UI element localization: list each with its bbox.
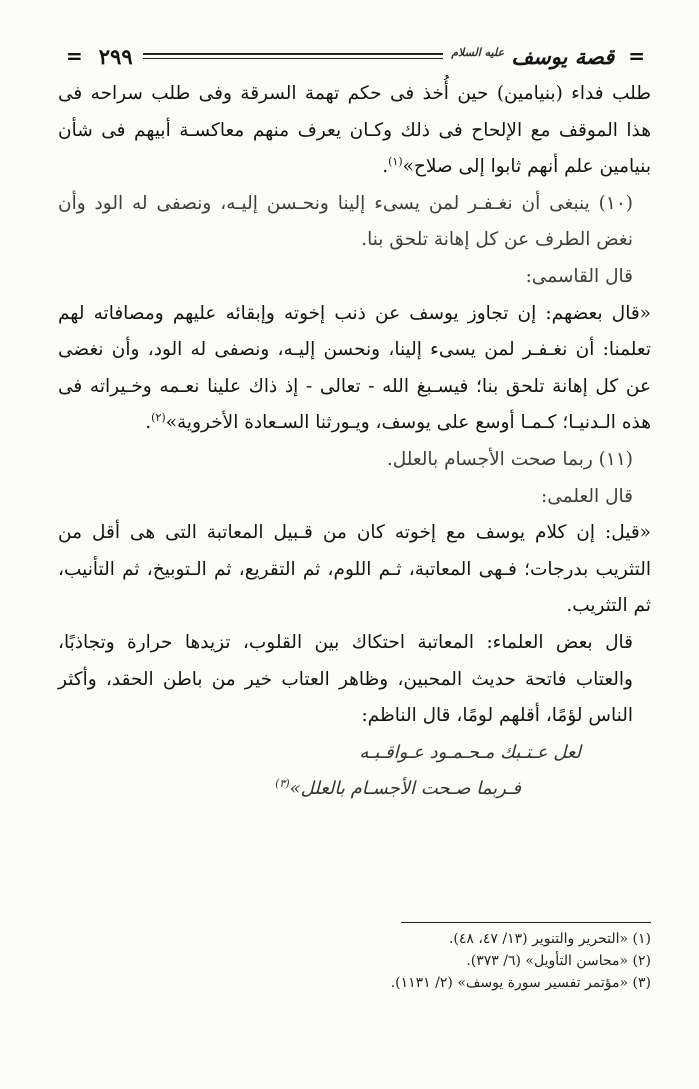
footnote-1: (١) «التحرير والتنوير (١٣/ ٤٧، ٤٨).: [448, 931, 651, 947]
qasimi-quote: «قال بعضهم: إن تجاوز يوسف عن ذنب إخوته وإبقائه عليهم ومصافاته لهم تعلمنا: أن نغـفـر لمن يسىء إلينا، ونحسن إليـه، ونصفى له الود، وأن نغضى عن كل إهانة تلحق بنا؛ فيسـبغ الله - تعالى - إذ ذاك علينا نعـمه وخـيراته فى هذه الـدنيـا؛ كـمـا أوسع على يوسف، ويـورثنا السـعادة الأخروية»$^{(٢)}$.: [58, 302, 651, 434]
scholars-paragraph: قال بعض العلماء: المعاتبة احتكاك بين القلوب، تزيدها حرارة وتجاذبًا، والعتاب فاتحة حديث المحبين، وظاهر العتاب خير من باطن الحقد، وأكثر الناس لؤمًا، أقلهم لومًا، قال الناظم:: [58, 631, 633, 727]
alami-quote: «قيل: إن كلام يوسف مع إخوته كان من قـبيل المعاتبة التى هى أقل من التثريب بدرجات؛ فـهى المعاتبة، ثـم اللوم، ثم التقريع، ثم الـتوبيخ، ثم التأنيب، ثم التثريب.: [58, 522, 651, 617]
point-11: (١١) ربما صحت الأجسام بالعلل.: [386, 448, 633, 470]
qasimi-quote-text: «قال بعضهم: إن تجاوز يوسف عن ذنب إخوته وإبقائه عليهم ومصافاته لهم تعلمنا: أن نغـفـر لمن يسىء إلينا، ونحسن إليـه، ونصفى له الود، وأن نغضى عن كل إهانة تلحق بنا؛ فيسـبغ الله - تعالى - إذ ذاك علينا نعـمه وخـيراته فى هذه الـدنيـا؛ كـمـا أوسع على يوسف، ويـورثنا السـعادة الأخروية»: [58, 302, 651, 434]
qasimi-heading: قال القاسمى:: [525, 265, 633, 287]
running-title: [443, 44, 622, 69]
salutation: عليه السلام: [451, 45, 505, 59]
footnote-3: (٣) «مؤتمر تفسير سورة يوسف» (٢/ ١١٣١).: [390, 975, 651, 991]
header-dash: =: [628, 44, 645, 68]
point-10: (١٠) ينبغى أن نغـفـر لمن يسىء إلينا ونحـسن إليـه، ونصفى له الود وأن نغض الطرف عن كل إهانة تلحق بنا.: [58, 192, 633, 251]
running-title-text: قصة يوسف: [511, 43, 615, 69]
paragraph-1: طلب فداء (بنيامين) حين أُخذ فى حكم تهمة السرقة وفى طلب سراحه فى هذا الموقف مع الإلحاح فى ذلك وكـان يعرف منهم معاكسـة أبيهم فى شأن بنيامين علم أنهم ثابوا إلى صلاح»$^{(١)}$.: [58, 83, 651, 178]
footnote-separator: [401, 922, 651, 923]
footnote-ref-1: (١): [388, 155, 403, 169]
alami-heading: قال العلمى:: [541, 485, 633, 507]
footnotes: [200, 928, 651, 994]
verse-line-2: [58, 771, 651, 808]
page-number: ٢٩٩: [98, 43, 133, 69]
page-header: [60, 38, 651, 74]
verse-line-2-text: فـربما صـحت الأجسـام بالعلل»: [289, 778, 521, 800]
paragraph-1-text: طلب فداء (بنيامين) حين أُخذ فى حكم تهمة السرقة وفى طلب سراحه فى هذا الموقف مع الإلحاح فى ذلك وكـان يعرف منهم معاكسـة أبيهم فى شأن بنيامين علم أنهم ثابوا إلى صلاح»: [58, 83, 651, 178]
footnote-ref-3: (٣): [275, 777, 290, 791]
header-rule: [143, 53, 444, 59]
footnote-2: (٢) «محاسن التأويل» (٦/ ٣٧٣).: [466, 953, 651, 969]
verse-line-1: لعل عـتـبك مـحـمـود عـواقـبـه: [359, 741, 581, 763]
footnote-ref-2: (٢): [151, 411, 166, 425]
header-dash-end: =: [66, 44, 83, 68]
page-body: [58, 76, 651, 808]
